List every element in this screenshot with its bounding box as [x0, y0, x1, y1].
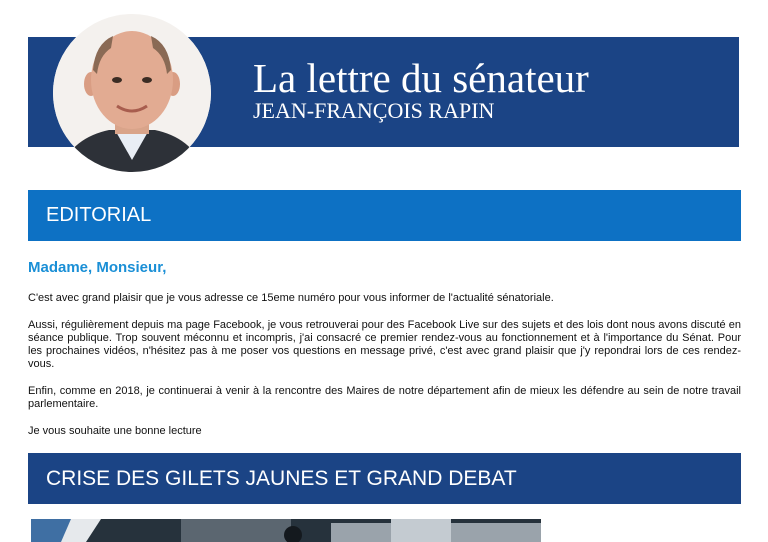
editorial-paragraph: C'est avec grand plaisir que je vous adresse ce 15eme numéro pour vous informer de l'actualité sénatoriale. [28, 292, 554, 304]
news-photo [31, 519, 541, 542]
crise-heading: CRISE DES GILETS JAUNES ET GRAND DEBAT [46, 467, 517, 490]
crise-section-bar [28, 453, 741, 504]
newsletter-title: La lettre du sénateur [253, 55, 589, 101]
senator-portrait [53, 14, 211, 172]
editorial-paragraph: Aussi, régulièrement depuis ma page Facebook, je vous retrouverai pour des Facebook Live sur des sujets et des lois dont nous avons discuté en séance publique. Trop souvent méconnu et incompris, j'ai consacré ce premier rendez-vous au fonctionnement et à l'importance du Sénat. Pour les prochaines vidéos, n'hésitez pas à me poser vos questions en message privé, c'est avec grand plaisir que j'y repondrai lors de ces rendez-vous. [28, 319, 741, 370]
editorial-paragraph: Je vous souhaite une bonne lecture [28, 425, 202, 437]
editorial-paragraph: Enfin, comme en 2018, je continuerai à venir à la rencontre des Maires de notre département afin de mieux les défendre au sein de notre travail parlementaire. [28, 385, 741, 410]
senator-name: JEAN-FRANÇOIS RAPIN [253, 98, 495, 123]
editorial-section-bar [28, 190, 741, 241]
editorial-heading: EDITORIAL [46, 204, 152, 226]
greeting: Madame, Monsieur, [28, 259, 167, 276]
